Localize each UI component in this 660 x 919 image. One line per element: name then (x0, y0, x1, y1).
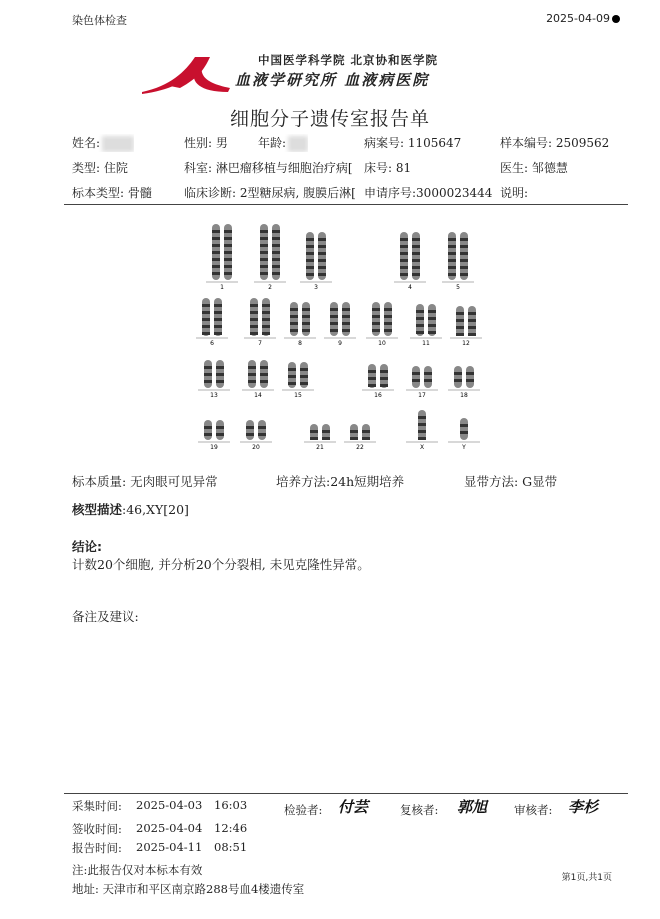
chromosome-pair-3 (300, 232, 332, 291)
info-row (72, 184, 632, 209)
dot-icon (612, 15, 620, 23)
info-row (72, 159, 632, 184)
chromosome-label: 3 (314, 284, 318, 291)
divider (64, 793, 628, 794)
karyogram-svg (190, 218, 490, 458)
collect-date: 2025-04-03 (136, 798, 203, 812)
chromosome-pair-5 (442, 232, 474, 291)
chromosome-label: 9 (338, 340, 342, 347)
page-indicator: 第1页,共1页 (561, 873, 612, 883)
chromosome-label: 4 (408, 284, 412, 291)
redacted-name (102, 136, 134, 152)
collect-time-label: 采集时间: (72, 799, 122, 813)
chromosome-pair-15 (282, 362, 314, 399)
chromosome-pair-10 (366, 302, 398, 347)
chromosome-pair-8 (284, 302, 316, 347)
karyotype-description (72, 500, 189, 518)
info-row (72, 134, 632, 159)
chromosome-label: 2 (268, 284, 272, 291)
visit-type: 类型: 住院 (72, 161, 128, 175)
case-number: 病案号: 1105647 (364, 136, 462, 150)
report-time-label: 报告时间: (72, 841, 122, 855)
patient-info (72, 134, 632, 209)
chromosome-pair-1 (206, 224, 238, 291)
print-date: 2025-04-09 (546, 12, 620, 25)
chromosome-pair-20 (240, 420, 272, 451)
chromosome-label: Y (462, 444, 466, 451)
tester-label: 检验者: (284, 803, 323, 817)
chromosome-label: 7 (258, 340, 262, 347)
institution-name-1: 中国医学科学院 北京协和医学院 (258, 53, 439, 67)
receive-time-label: 签收时间: (72, 822, 122, 836)
chromosome-label: 5 (456, 284, 460, 291)
chromosome-pair-9 (324, 302, 356, 347)
disclaimer: 注:此报告仅对本标本有效 (72, 863, 203, 877)
chromosome-pair-22 (344, 424, 376, 451)
chromosome-label: 1 (220, 284, 224, 291)
address: 地址: 天津市和平区南京路288号血4楼遗传室 (72, 882, 305, 896)
chromosome-label: 17 (418, 392, 426, 399)
notes-label: 备注及建议: (72, 609, 139, 624)
apply-number: 申请序号:3000023444 (364, 186, 493, 200)
chromosome-pair-14 (242, 360, 274, 399)
report-category: 染色体检查 (72, 14, 127, 27)
divider (64, 204, 628, 205)
reviewer-signature: 郭旭 (457, 798, 488, 816)
chromosome-pair-19 (198, 420, 230, 451)
chromosome-pair-17 (406, 366, 438, 399)
institution-logo (140, 52, 480, 97)
receive-time: 12:46 (214, 821, 248, 835)
note: 说明: (500, 186, 529, 200)
receive-date: 2025-04-04 (136, 821, 203, 835)
institution-name-2: 血液学研究所 血液病医院 (235, 71, 430, 89)
sample-number: 样本编号: 2509562 (500, 136, 610, 150)
chromosome-pair-13 (198, 360, 230, 399)
chromosome-label: 21 (316, 444, 324, 451)
chromosome-label: 15 (294, 392, 302, 399)
chromosome-label: 11 (422, 340, 430, 347)
karyogram-image (190, 218, 490, 458)
report-date: 2025-04-11 (136, 840, 203, 854)
chromosome-pair-2 (254, 224, 286, 291)
chromosome-pair-4 (394, 232, 426, 291)
chromosome-label: 10 (378, 340, 386, 347)
chromosome-label: 16 (374, 392, 382, 399)
chromosome-pair-21 (304, 424, 336, 451)
chromosome-pair-11 (410, 304, 442, 347)
patient-name: 姓名: (72, 134, 134, 152)
department: 科室: 淋巴瘤移植与细胞治疗病[ (184, 161, 353, 175)
chromosome-label: 13 (210, 392, 218, 399)
chromosome-label: 8 (298, 340, 302, 347)
patient-age: 年龄: (258, 134, 308, 152)
sample-type: 标本类型: 骨髓 (72, 186, 152, 200)
clinical-diagnosis: 临床诊断: 2型糖尿病, 腹膜后淋[ (184, 186, 356, 200)
chromosome-pair-7 (244, 298, 276, 347)
redacted-age (288, 136, 308, 152)
auditor-signature: 李杉 (568, 798, 599, 816)
chromosome-pair-12 (450, 306, 482, 347)
culture-method: 培养方法:24h短期培养 (276, 474, 405, 489)
chromosome-pair-Y (448, 418, 480, 451)
reviewer-label: 复核者: (400, 803, 439, 817)
chromosome-label: 6 (210, 340, 214, 347)
chromosome-label: 14 (254, 392, 262, 399)
conclusion-text: 计数20个细胞, 并分析20个分裂相, 未见克隆性异常。 (72, 557, 370, 572)
report-time: 08:51 (214, 840, 248, 854)
conclusion-label: 结论: (72, 539, 102, 554)
bed-number: 床号: 81 (364, 161, 412, 175)
chromosome-pair-X (406, 410, 438, 451)
auditor-label: 审核者: (514, 803, 553, 817)
patient-gender: 性别: 男 (184, 136, 228, 150)
chromosome-label: 20 (252, 444, 260, 451)
doctor: 医生: 邹德慧 (500, 161, 568, 175)
chromosome-label: 18 (460, 392, 468, 399)
sample-quality: 标本质量: 无肉眼可见异常 (72, 474, 218, 489)
banding-method: 显带方法: G显带 (464, 474, 558, 489)
swoosh-logo-icon (140, 52, 235, 97)
page-title: 细胞分子遗传室报告单 (229, 108, 430, 130)
chromosome-pair-18 (448, 366, 480, 399)
chromosome-pair-16 (362, 364, 394, 399)
chromosome-label: 22 (356, 444, 364, 451)
chromosome-pair-6 (196, 298, 228, 347)
chromosome-label: X (419, 444, 425, 451)
karyotype-label: 核型描述 (72, 502, 123, 517)
collect-time: 16:03 (214, 798, 248, 812)
chromosome-label: 19 (210, 444, 218, 451)
karyotype-value: :46,XY[20] (122, 502, 189, 517)
tester-signature: 付芸 (338, 798, 369, 816)
chromosome-label: 12 (462, 340, 470, 347)
